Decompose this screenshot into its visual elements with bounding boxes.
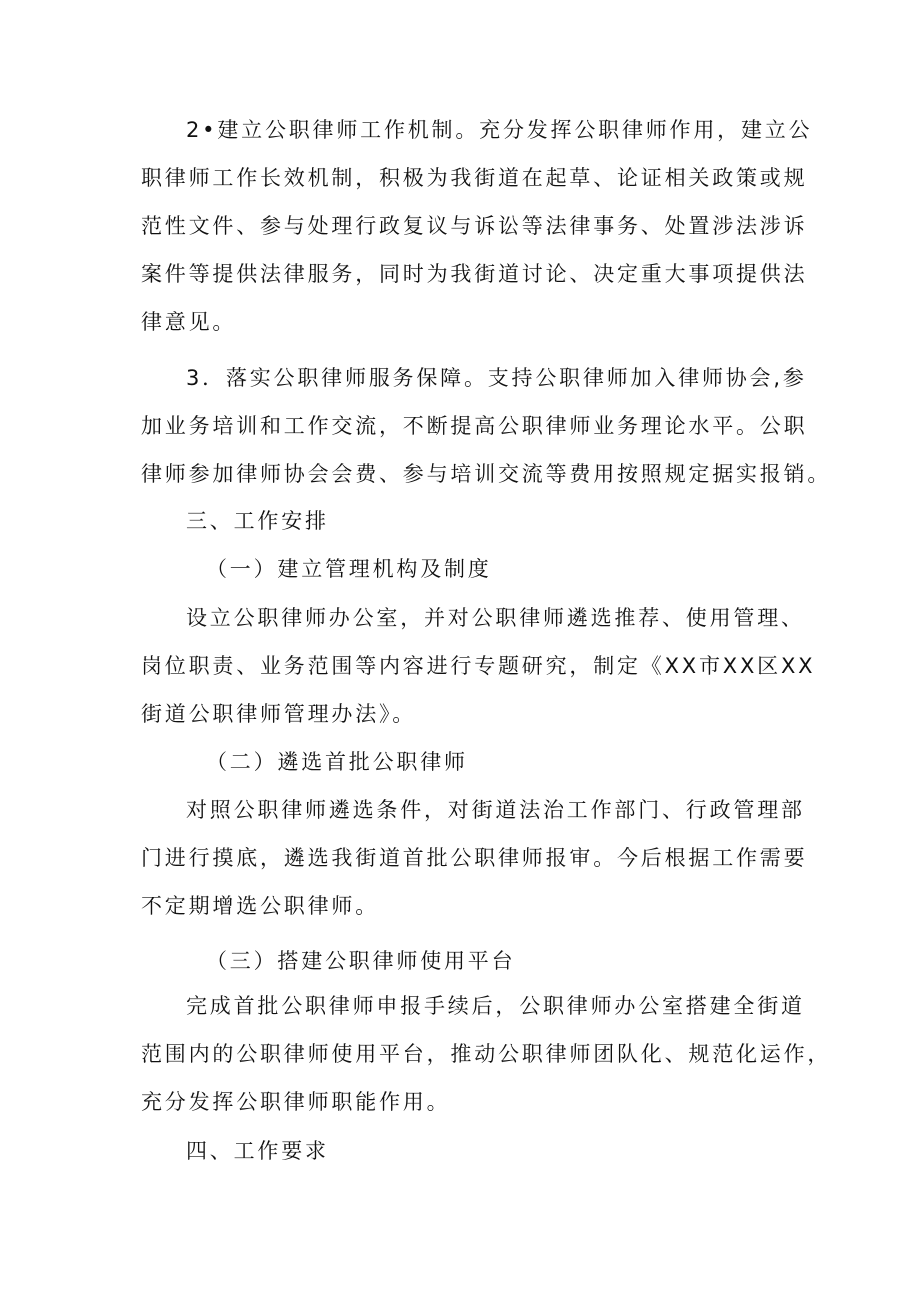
section-heading-4: 四、工作要求 — [186, 1139, 329, 1163]
subsection-2-line-3: 不定期增选公职律师。 — [141, 894, 379, 918]
subsection-3-line-1: 完成首批公职律师申报手续后，公职律师办公室搭建全街道 — [186, 994, 805, 1018]
paragraph-2-line-2: 职律师工作长效机制，积极为我街道在起草、论证相关政策或规 — [141, 166, 808, 190]
subsection-2-line-2: 门进行摸底，遴选我街道首批公职律师报审。今后根据工作需要 — [141, 846, 808, 870]
paragraph-3-line-2: 加业务培训和工作交流，不断提高公职律师业务理论水平。公职 — [141, 414, 808, 438]
paragraph-3-line-1: 3．落实公职律师服务保障。支持公职律师加入律师协会,参 — [186, 366, 807, 390]
subsection-1-line-3: 街道公职律师管理办法》。 — [141, 702, 417, 726]
subsection-2-line-1: 对照公职律师遴选条件，对街道法治工作部门、行政管理部 — [186, 798, 805, 822]
section-heading-3: 三、工作安排 — [186, 509, 329, 533]
subsection-3-line-2: 范围内的公职律师使用平台，推动公职律师团队化、规范化运作， — [141, 1042, 832, 1066]
paragraph-2-line-5: 律意见。 — [141, 310, 237, 334]
paragraph-3-line-3: 律师参加律师协会会费、参与培训交流等费用按照规定据实报销。 — [141, 462, 832, 486]
subheading-1: （一）建立管理机构及制度 — [206, 557, 492, 581]
subheading-3: （三）搭建公职律师使用平台 — [206, 949, 516, 973]
subheading-2: （二）遴选首批公职律师 — [206, 750, 468, 774]
subsection-1-line-2: 岗位职责、业务范围等内容进行专题研究，制定《XX市XX区XX — [141, 654, 816, 678]
subsection-3-line-3: 充分发挥公职律师职能作用。 — [141, 1090, 451, 1114]
paragraph-2-line-1: 2•建立公职律师工作机制。充分发挥公职律师作用，建立公 — [186, 118, 813, 142]
paragraph-2-line-4: 案件等提供法律服务，同时为我街道讨论、决定重大事项提供法 — [141, 262, 808, 286]
subsection-1-line-1: 设立公职律师办公室，并对公职律师遴选推荐、使用管理、 — [186, 606, 805, 630]
paragraph-2-line-3: 范性文件、参与处理行政复议与诉讼等法律事务、处置涉法涉诉 — [141, 214, 808, 238]
